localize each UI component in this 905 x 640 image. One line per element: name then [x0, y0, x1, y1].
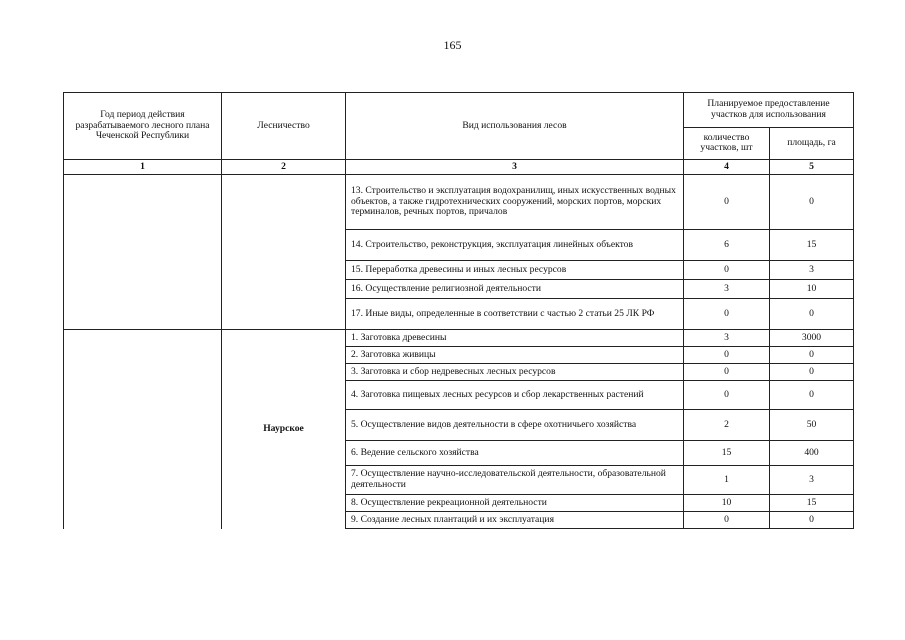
column-number: 4	[684, 160, 770, 175]
area-cell: 15	[770, 230, 854, 261]
count-cell: 15	[684, 441, 770, 466]
area-cell: 0	[770, 299, 854, 330]
area-cell: 0	[770, 347, 854, 364]
use-type-cell: 8. Осуществление рекреационной деятельности	[346, 495, 684, 512]
use-type-cell: 3. Заготовка и сбор недревесных лесных ресурсов	[346, 364, 684, 381]
count-cell: 3	[684, 330, 770, 347]
use-type-cell: 17. Иные виды, определенные в соответствии с частью 2 статьи 25 ЛК РФ	[346, 299, 684, 330]
forest-use-table	[63, 92, 854, 529]
count-cell: 0	[684, 347, 770, 364]
use-type-cell: 2. Заготовка живицы	[346, 347, 684, 364]
area-cell: 10	[770, 280, 854, 299]
area-cell: 0	[770, 364, 854, 381]
count-cell: 0	[684, 261, 770, 280]
area-cell: 400	[770, 441, 854, 466]
column-number: 1	[64, 160, 222, 175]
use-type-cell: 15. Переработка древесины и иных лесных ресурсов	[346, 261, 684, 280]
use-type-cell: 1. Заготовка древесины	[346, 330, 684, 347]
area-cell: 3000	[770, 330, 854, 347]
column-number: 2	[222, 160, 346, 175]
period-cell-empty	[64, 175, 222, 330]
use-type-cell: 6. Ведение сельского хозяйства	[346, 441, 684, 466]
use-type-cell: 14. Строительство, реконструкция, эксплуатация линейных объектов	[346, 230, 684, 261]
area-cell: 0	[770, 512, 854, 529]
count-cell: 10	[684, 495, 770, 512]
area-cell: 50	[770, 410, 854, 441]
use-type-cell: 9. Создание лесных плантаций и их эксплуатация	[346, 512, 684, 529]
header-period: Год период действия разрабатываемого лесного плана Чеченской Республики	[64, 93, 222, 160]
use-type-cell: 7. Осуществление научно-исследовательской деятельности, образовательной деятельности	[346, 466, 684, 495]
area-cell: 3	[770, 261, 854, 280]
header-forestry: Лесничество	[222, 93, 346, 160]
use-type-cell: 5. Осуществление видов деятельности в сфере охотничьего хозяйства	[346, 410, 684, 441]
header-count: количество участков, шт	[684, 127, 770, 159]
count-cell: 0	[684, 512, 770, 529]
use-type-cell: 13. Строительство и эксплуатация водохранилищ, иных искусственных водных объектов, а также гидротехнических сооружений, морских портов, морских терминалов, речных портов, причалов	[346, 175, 684, 230]
count-cell: 0	[684, 381, 770, 410]
column-number: 5	[770, 160, 854, 175]
count-cell: 2	[684, 410, 770, 441]
table-row	[64, 330, 854, 347]
area-cell: 0	[770, 175, 854, 230]
count-cell: 1	[684, 466, 770, 495]
count-cell: 3	[684, 280, 770, 299]
header-planned-provision: Планируемое предоставление участков для использования	[684, 93, 854, 128]
forestry-cell-empty	[222, 175, 346, 330]
page-number: 165	[443, 38, 462, 52]
period-cell-empty	[64, 330, 222, 529]
header-row	[64, 93, 854, 128]
use-type-cell: 16. Осуществление религиозной деятельности	[346, 280, 684, 299]
count-cell: 0	[684, 364, 770, 381]
column-number: 3	[346, 160, 684, 175]
area-cell: 0	[770, 381, 854, 410]
use-type-cell: 4. Заготовка пищевых лесных ресурсов и сбор лекарственных растений	[346, 381, 684, 410]
header-area: площадь, га	[770, 127, 854, 159]
area-cell: 15	[770, 495, 854, 512]
column-number-row	[64, 160, 854, 175]
count-cell: 6	[684, 230, 770, 261]
count-cell: 0	[684, 175, 770, 230]
forestry-name: Наурское	[222, 330, 346, 529]
header-use-type: Вид использования лесов	[346, 93, 684, 160]
area-cell: 3	[770, 466, 854, 495]
count-cell: 0	[684, 299, 770, 330]
table-row	[64, 175, 854, 230]
